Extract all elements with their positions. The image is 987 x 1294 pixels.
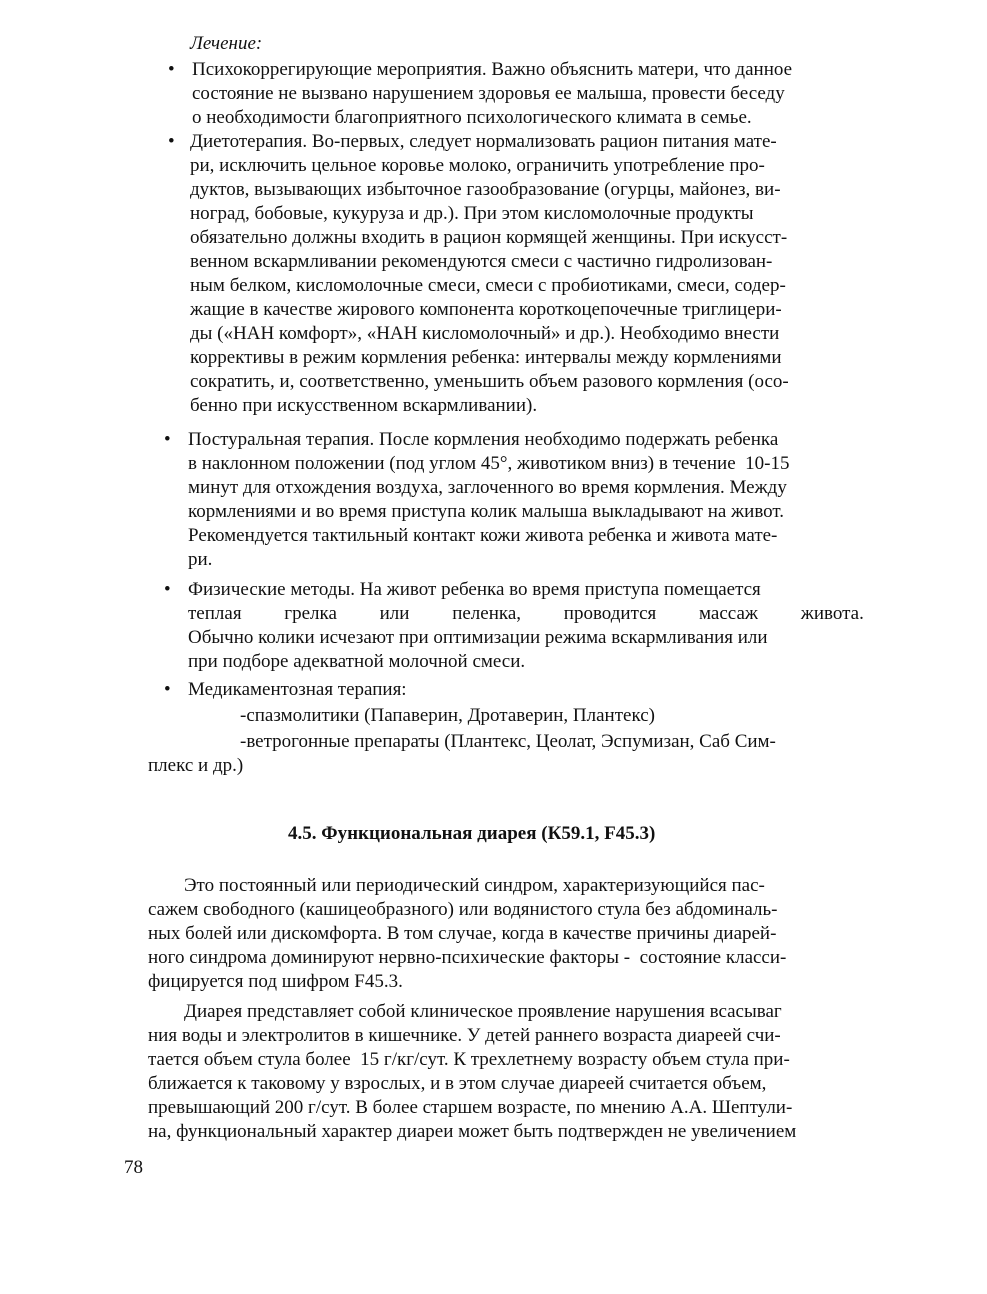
paragraph-line: превышающий 200 г/сут. В более старшем возрасте, по мнению А.А. Шептули- (148, 1097, 793, 1118)
list-item-line: при подборе адекватной молочной смеси. (188, 651, 526, 672)
list-item-line: коррективы в режим кормления ребенка: интервалы между кормлениями (190, 347, 782, 368)
bullet-marker: • (168, 59, 175, 80)
list-item-line: сократить, и, соответственно, уменьшить объем разового кормления (осо- (190, 371, 789, 392)
paragraph-line: ного синдрома доминируют нервно-психические факторы - состояние класси- (148, 947, 787, 968)
medication-line: плекс и др.) (148, 755, 244, 776)
list-item-line: теплая грелка или пеленка, проводится массаж живота. (188, 603, 864, 624)
page-number: 78 (124, 1157, 143, 1178)
list-item-line: дуктов, вызывающих избыточное газообразование (огурцы, майонез, ви- (190, 179, 781, 200)
list-item-line: Медикаментозная терапия: (188, 679, 407, 700)
list-item-line: в наклонном положении (под углом 45°, животиком вниз) в течение 10-15 (188, 453, 790, 474)
paragraph-line: ближается к таковому у взрослых, и в этом случае диареей считается объем, (148, 1073, 767, 1094)
list-item-line: кормлениями и во время приступа колик малыша выкладывают на живот. (188, 501, 785, 522)
list-item-line: ри. (188, 549, 213, 570)
treatment-heading: Лечение: (190, 33, 263, 54)
paragraph-line: ных болей или дискомфорта. В том случае, когда в качестве причины диарей- (148, 923, 777, 944)
list-item-line: бенно при искусственном вскармливании). (190, 395, 538, 416)
list-item-line: Рекомендуется тактильный контакт кожи живота ребенка и живота мате- (188, 525, 778, 546)
list-item-line: Физические методы. На живот ребенка во время приступа помещается (188, 579, 761, 600)
list-item-line: ри, исключить цельное коровье молоко, ограничить употребление про- (190, 155, 765, 176)
paragraph-line: на, функциональный характер диареи может быть подтвержден не увеличением (148, 1121, 797, 1142)
bullet-marker: • (164, 579, 171, 600)
paragraph-line: сажем свободного (кашицеобразного) или водянистого стула без абдоминаль- (148, 899, 778, 920)
list-item-line: венном вскармливании рекомендуются смеси с частично гидролизован- (190, 251, 773, 272)
list-item-line: ды («НАН комфорт», «НАН кисломолочный» и др.). Необходимо внести (190, 323, 780, 344)
list-item-line: обязательно должны входить в рацион кормящей женщины. При искусст- (190, 227, 788, 248)
medication-line: -ветрогонные препараты (Плантекс, Цеолат, Эспумизан, Саб Сим- (240, 731, 776, 752)
bullet-marker: • (164, 429, 171, 450)
bullet-marker: • (164, 679, 171, 700)
list-item-line: ным белком, кисломолочные смеси, смеси с пробиотиками, смеси, содер- (190, 275, 786, 296)
list-item-line: Обычно колики исчезают при оптимизации режима вскармливания или (188, 627, 768, 648)
list-item-line: ноград, бобовые, кукуруза и др.). При этом кисломолочные продукты (190, 203, 754, 224)
paragraph-line: фицируется под шифром F45.3. (148, 971, 403, 992)
list-item-line: о необходимости благоприятного психологического климата в семье. (192, 107, 752, 128)
list-item-line: жащие в качестве жирового компонента короткоцепочечные триглицери- (190, 299, 782, 320)
list-item-line: минут для отхождения воздуха, заглоченного во время кормления. Между (188, 477, 787, 498)
paragraph-line: тается объем стула более 15 г/кг/сут. К трехлетнему возрасту объем стула при- (148, 1049, 790, 1070)
list-item-line: Диетотерапия. Во-первых, следует нормализовать рацион питания мате- (190, 131, 777, 152)
list-item-line: Психокоррегирующие мероприятия. Важно объяснить матери, что данное (192, 59, 793, 80)
paragraph-line: Диарея представляет собой клиническое проявление нарушения всасываг (184, 1001, 782, 1022)
paragraph-line: Это постоянный или периодический синдром, характеризующийся пас- (184, 875, 765, 896)
bullet-marker: • (168, 131, 175, 152)
list-item-line: состояние не вызвано нарушением здоровья ее малыша, провести беседу (192, 83, 785, 104)
paragraph-line: ния воды и электролитов в кишечнике. У детей раннего возраста диареей счи- (148, 1025, 781, 1046)
section-title: 4.5. Функциональная диарея (К59.1, F45.3) (288, 823, 656, 844)
medication-line: -спазмолитики (Папаверин, Дротаверин, Плантекс) (240, 705, 655, 726)
list-item-line: Постуральная терапия. После кормления необходимо подержать ребенка (188, 429, 779, 450)
